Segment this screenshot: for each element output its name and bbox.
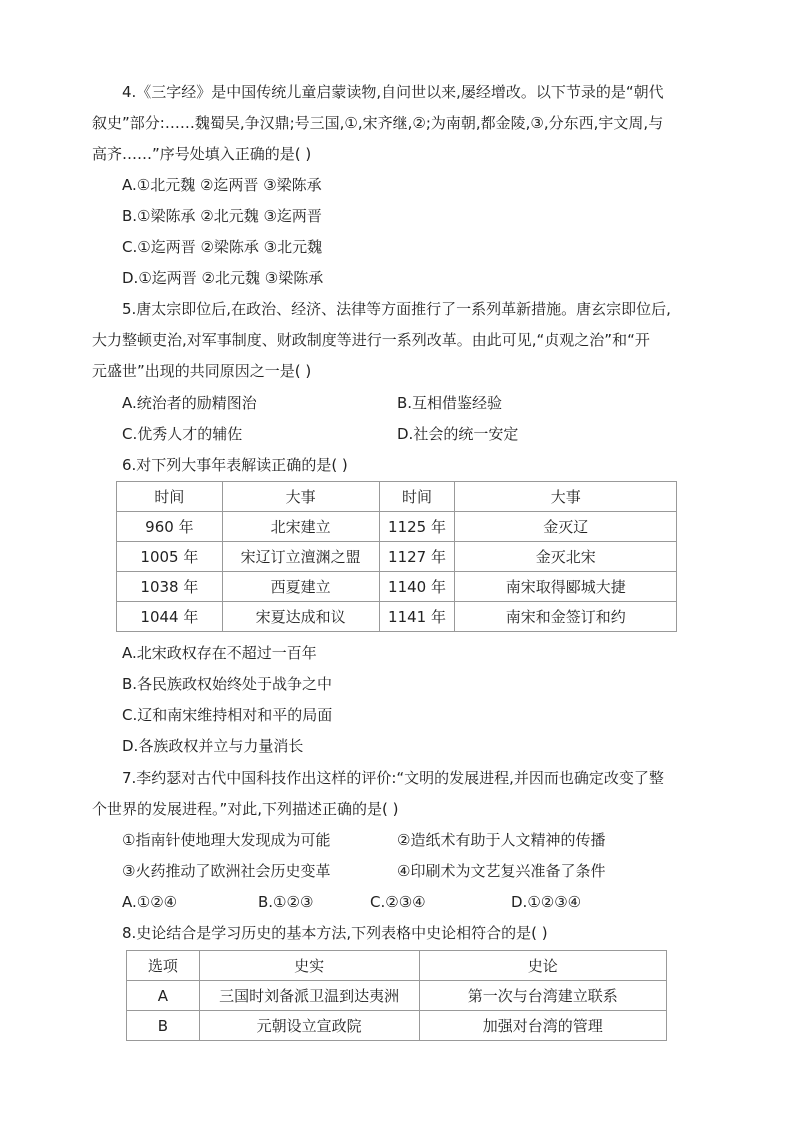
q6-option-a: A.北宋政权存在不超过一百年 xyxy=(122,644,317,662)
table-cell: 宋辽订立澶渊之盟 xyxy=(222,542,379,572)
table-cell: 金灭辽 xyxy=(455,512,677,542)
q5-option-c: C.优秀人才的辅佐 xyxy=(122,425,243,443)
table-cell: 1141 年 xyxy=(379,602,455,632)
q5-stem-line3: 元盛世”出现的共同原因之一是( ) xyxy=(92,362,312,380)
table-cell: 加强对台湾的管理 xyxy=(419,1011,666,1041)
table-cell: 1038 年 xyxy=(117,572,223,602)
table-header-cell: 大事 xyxy=(222,482,379,512)
q7-option-b: B.①②③ xyxy=(258,893,314,911)
q5-option-a: A.统治者的励精图治 xyxy=(122,394,257,412)
table-cell: 三国时刘备派卫温到达夷洲 xyxy=(199,981,419,1011)
table-cell: B xyxy=(127,1011,200,1041)
q7-option-c: C.②③④ xyxy=(370,893,426,911)
table-cell: 1140 年 xyxy=(379,572,455,602)
q6-option-b: B.各民族政权始终处于战争之中 xyxy=(122,675,333,693)
table-row xyxy=(117,602,677,632)
q7-statement-4: ④印刷术为文艺复兴准备了条件 xyxy=(397,862,606,880)
q4-option-a: A.①北元魏 ②迄两晋 ③梁陈承 xyxy=(122,176,322,194)
table-cell: 1044 年 xyxy=(117,602,223,632)
q6-option-c: C.辽和南宋维持相对和平的局面 xyxy=(122,706,333,724)
table-cell: 北宋建立 xyxy=(222,512,379,542)
table-header-row xyxy=(117,482,677,512)
table-cell: 1005 年 xyxy=(117,542,223,572)
table-cell: 南宋和金签订和约 xyxy=(455,602,677,632)
table-cell: 宋夏达成和议 xyxy=(222,602,379,632)
table-header-cell: 时间 xyxy=(117,482,223,512)
q6-option-d: D.各族政权并立与力量消长 xyxy=(122,737,304,755)
table-row xyxy=(127,1011,667,1041)
table-row xyxy=(117,572,677,602)
q5-stem-line2: 大力整顿吏治,对军事制度、财政制度等进行一系列改革。由此可见,“贞观之治”和“开 xyxy=(92,331,650,349)
q4-stem-line3: 高齐……”序号处填入正确的是( ) xyxy=(92,145,312,163)
q5-option-b: B.互相借鉴经验 xyxy=(397,394,503,412)
table-header-cell: 选项 xyxy=(127,951,200,981)
q7-stem-line2: 个世界的发展进程。”对此,下列描述正确的是( ) xyxy=(92,800,399,818)
table-header-cell: 史实 xyxy=(199,951,419,981)
table-cell: 金灭北宋 xyxy=(455,542,677,572)
q5-stem-line1: 5.唐太宗即位后,在政治、经济、法律等方面推行了一系列革新措施。唐玄宗即位后, xyxy=(122,300,671,318)
table-row xyxy=(127,981,667,1011)
q7-statement-2: ②造纸术有助于人文精神的传播 xyxy=(397,831,606,849)
q4-option-d: D.①迄两晋 ②北元魏 ③梁陈承 xyxy=(122,269,324,287)
table-cell: 960 年 xyxy=(117,512,223,542)
q8-history-table xyxy=(126,950,667,1041)
q4-stem-line2: 叙史”部分:……魏蜀吴,争汉鼎;号三国,①,宋齐继,②;为南朝,都金陵,③,分东西,宇文周,与 xyxy=(92,114,664,132)
q8-stem: 8.史论结合是学习历史的基本方法,下列表格中史论相符合的是( ) xyxy=(122,924,548,942)
table-header-row xyxy=(127,951,667,981)
table-row xyxy=(117,542,677,572)
table-cell: A xyxy=(127,981,200,1011)
q7-option-d: D.①②③④ xyxy=(511,893,582,911)
q7-stem-line1: 7.李约瑟对古代中国科技作出这样的评价:“文明的发展进程,并因而也确定改变了整 xyxy=(122,769,664,787)
q6-stem: 6.对下列大事年表解读正确的是( ) xyxy=(122,456,348,474)
table-cell: 西夏建立 xyxy=(222,572,379,602)
q4-option-c: C.①迄两晋 ②梁陈承 ③北元魏 xyxy=(122,238,323,256)
table-header-cell: 大事 xyxy=(455,482,677,512)
table-row xyxy=(117,512,677,542)
table-header-cell: 史论 xyxy=(419,951,666,981)
q5-option-d: D.社会的统一安定 xyxy=(397,425,519,443)
q6-events-table xyxy=(116,481,677,632)
q4-stem-line1: 4.《三字经》是中国传统儿童启蒙读物,自问世以来,屡经增改。以下节录的是“朝代 xyxy=(122,83,664,101)
table-cell: 南宋取得郾城大捷 xyxy=(455,572,677,602)
table-cell: 元朝设立宣政院 xyxy=(199,1011,419,1041)
q7-option-a: A.①②④ xyxy=(122,893,178,911)
table-header-cell: 时间 xyxy=(379,482,455,512)
q4-option-b: B.①梁陈承 ②北元魏 ③迄两晋 xyxy=(122,207,322,225)
table-cell: 第一次与台湾建立联系 xyxy=(419,981,666,1011)
table-cell: 1127 年 xyxy=(379,542,455,572)
table-cell: 1125 年 xyxy=(379,512,455,542)
q7-statement-1: ①指南针使地理大发现成为可能 xyxy=(122,831,331,849)
q7-statement-3: ③火药推动了欧洲社会历史变革 xyxy=(122,862,331,880)
